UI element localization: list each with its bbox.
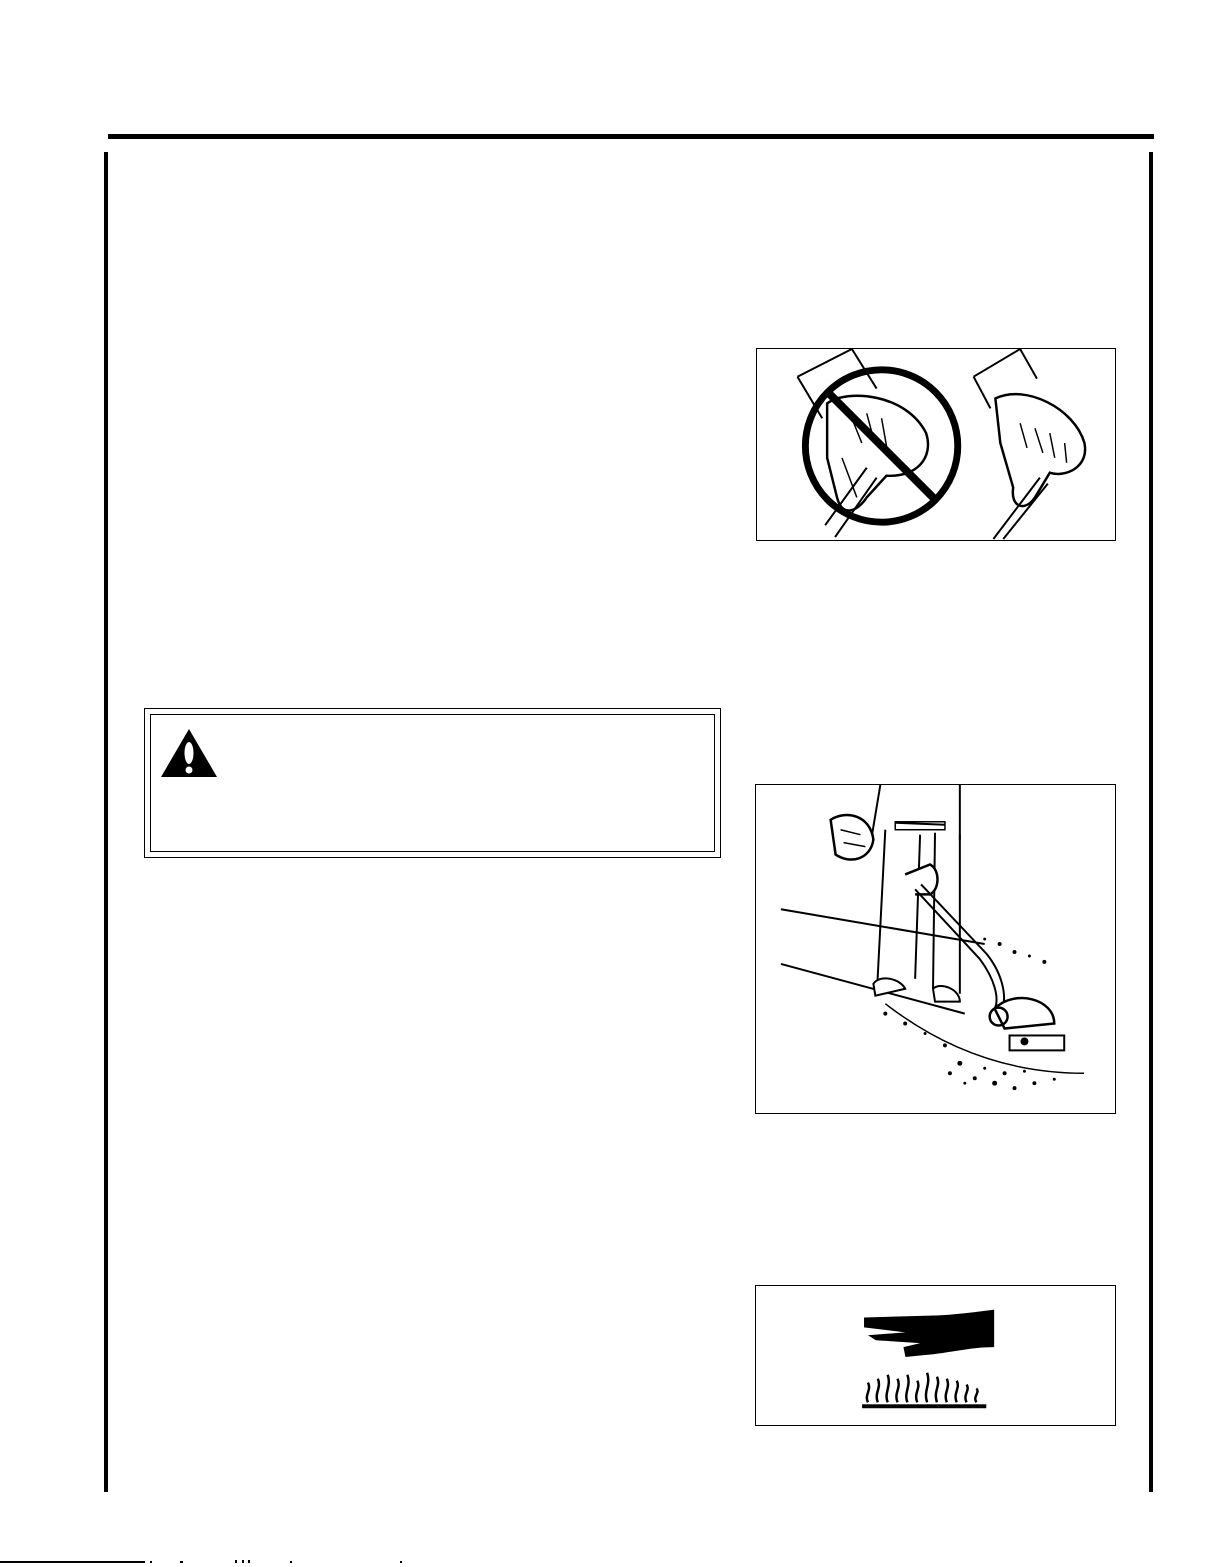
figure-edging	[755, 784, 1116, 1114]
no-grip-hand-icon	[757, 349, 1115, 540]
footer-rule	[0, 1561, 145, 1563]
left-margin-rule	[104, 152, 108, 1492]
edger-operator-illustration	[756, 785, 1115, 1113]
header-rule	[108, 134, 1154, 139]
figure-hot-surface	[755, 1285, 1116, 1426]
warning-triangle-icon	[159, 727, 219, 779]
warning-box	[144, 708, 721, 858]
warning-box-inner	[150, 714, 715, 852]
right-margin-rule	[1149, 152, 1153, 1492]
hot-surface-hand-icon	[756, 1286, 1115, 1425]
footer-marks	[150, 1559, 410, 1565]
figure-grip	[756, 348, 1116, 541]
